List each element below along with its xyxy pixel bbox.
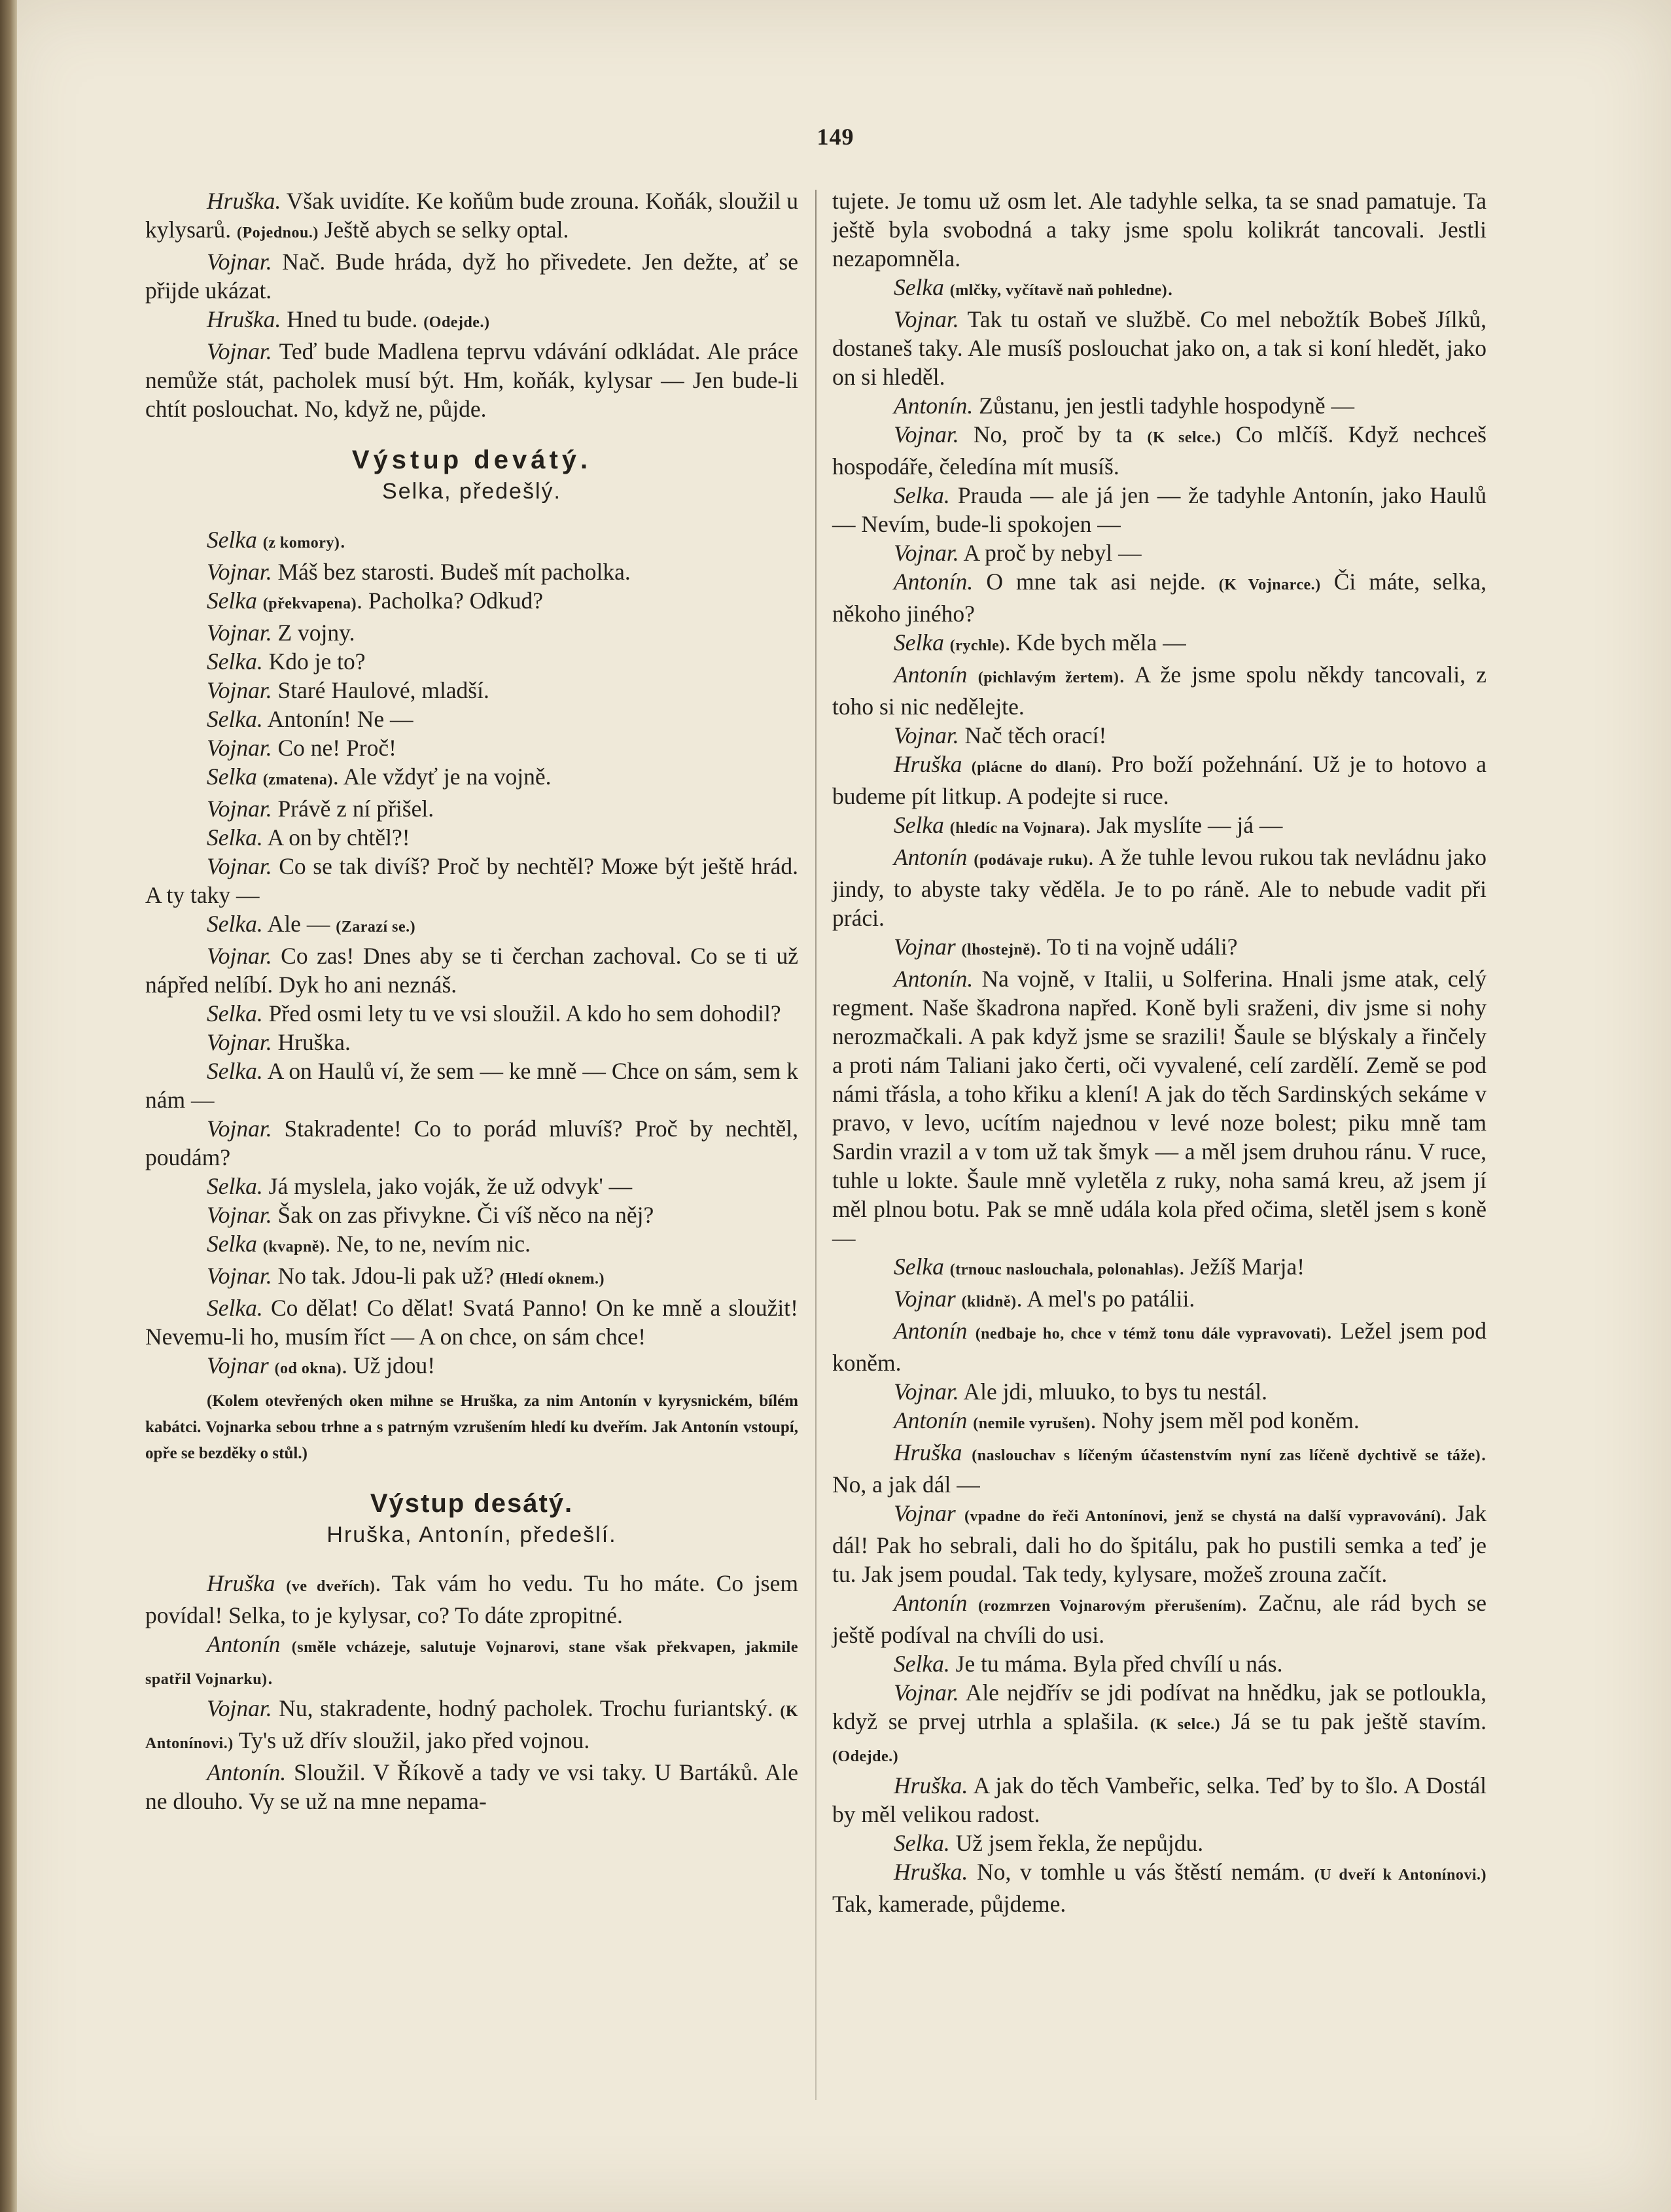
dialogue-line [832, 567, 1486, 628]
dialogue-line [832, 1829, 1486, 1857]
dialogue-text: Co zas! Dnes aby se ti čerchan zachoval. Co se ti už nápřed nelíbí. Dyk ho ani neznáš. [145, 943, 798, 998]
dialogue-line [832, 420, 1486, 481]
speaker-name: Hruška. [894, 1772, 968, 1799]
speaker-name: Selka. [894, 1651, 950, 1677]
dialogue-text: . [340, 527, 346, 553]
scene-cast-list: Hruška, Antonín, předešlí. [326, 1522, 617, 1547]
dialogue-text: Sloužil. V Říkově a tady ve vsi taky. U Bartáků. Ale ne dlouho. Vy se už na mne nepama- [145, 1759, 798, 1814]
speaker-name: Antonín. [894, 569, 974, 595]
dialogue-text: Co ne! Proč! [272, 735, 396, 761]
speaker-name: Vojnar. [207, 1029, 272, 1055]
dialogue-line [832, 750, 1486, 811]
dialogue-line [832, 628, 1486, 660]
dialogue-line [832, 391, 1486, 420]
speaker-name: Selka [894, 812, 944, 838]
speaker-name: Selka. [207, 706, 263, 732]
dialogue-line [145, 1201, 798, 1229]
dialogue-line [145, 762, 798, 794]
right-column [832, 186, 1486, 1918]
dialogue-line [832, 1771, 1486, 1829]
dialogue-text [269, 1352, 275, 1378]
speaker-name: Vojnar. [207, 249, 272, 275]
dialogue-text [956, 1286, 962, 1312]
dialogue-text: . Pro boží požehnání. Už je to hotovo a budeme pít litkup. A podejte si ruce. [832, 751, 1486, 809]
dialogue-line [832, 1284, 1486, 1316]
dialogue-text: Už jsem řekla, že nepůjdu. [949, 1830, 1204, 1856]
dialogue-line [145, 794, 798, 823]
dialogue-text: Teď bude Madlena teprvu vdávání odkládat. Ale práce nemůže stát, pacholek musí být. Hm, koňák, kylysar — Jen bude-li chtít poslouchat. No, když ne, půjde. [145, 338, 798, 422]
speaker-name: Antonín [894, 1590, 968, 1616]
stage-direction: (podávaje ruku) [974, 852, 1088, 869]
dialogue-text: Před osmi lety tu ve vsi sloužil. A kdo ho sem dohodil? [262, 1000, 781, 1027]
dialogue-line [832, 1406, 1486, 1438]
stage-direction: (vpadne do řeči Antonínovi, jenž se chystá na další vypravování) [964, 1508, 1441, 1525]
speaker-name: Antonín [207, 1631, 281, 1657]
dialogue-line [145, 1172, 798, 1201]
speaker-name: Selka [894, 629, 944, 656]
speaker-name: Vojnar. [207, 796, 272, 822]
speaker-name: Selka. [207, 648, 263, 675]
dialogue-text: Antonín! Ne — [262, 706, 413, 732]
stage-direction: (Pojednou.) [237, 224, 319, 241]
stage-direction: (plácne do dlaní) [971, 759, 1097, 776]
dialogue-text: Tak tu ostaň ve službě. Co mel nebožtík Bobeš Jílků, dostaneš taky. Ale musíš poslouchat jako on, a tak si koní hledět, jako on si hleděl. [832, 306, 1486, 390]
dialogue-line [832, 843, 1486, 932]
dialogue-text: Či máte, selka, někoho jiného? [832, 569, 1486, 627]
dialogue-text: . Ležel jsem pod koněm. [832, 1318, 1486, 1376]
speaker-name: Selka. [207, 1000, 263, 1027]
dialogue-text: . Ježíš Marja! [1178, 1254, 1305, 1280]
speaker-name: Antonín [894, 1407, 968, 1433]
dialogue-line [145, 676, 798, 705]
speaker-name: Vojnar [894, 1286, 956, 1312]
speaker-name: Vojnar. [207, 1202, 272, 1228]
dialogue-line [145, 852, 798, 909]
stage-direction: (kvapně) [262, 1238, 325, 1255]
dialogue-text: Hruška. [272, 1029, 351, 1055]
dialogue-text: Je tu máma. Byla před chvílí u nás. [949, 1651, 1283, 1677]
speaker-name: Vojnar. [894, 540, 959, 566]
speaker-name: Vojnar. [207, 1695, 272, 1721]
dialogue-text: A jak do těch Vambeřic, selka. Teď by to šlo. A Dostál by měl velikou radost. [832, 1772, 1486, 1827]
dialogue-line [145, 733, 798, 762]
dialogue-line [832, 1678, 1486, 1771]
dialogue-text [956, 1500, 964, 1526]
dialogue-line [145, 823, 798, 852]
speaker-name: Vojnar [207, 1352, 269, 1378]
dialogue-text: No, v tomhle u vás štěstí nemám. [968, 1859, 1314, 1885]
dialogue-text: Zůstanu, jen jestli tadyhle hospodyně — [973, 393, 1354, 419]
speaker-name: Vojnar. [894, 306, 959, 332]
stage-direction: (od okna) [274, 1360, 342, 1377]
stage-direction: (ve dveřích) [286, 1578, 376, 1595]
speaker-name: Vojnar. [207, 677, 272, 703]
scene-heading: Výstup desátý. [370, 1489, 574, 1518]
dialogue-line [145, 1758, 798, 1816]
dialogue-line [832, 811, 1486, 843]
dialogue-line [832, 538, 1486, 567]
dialogue-text: . A že tuhle levou rukou tak nevládnu jako jindy, to abyste taky věděla. Je to po ráně. Ale to nebude vadit při práci. [832, 844, 1486, 931]
dialogue-text: Ale jdi, mluuko, to bys tu nestál. [959, 1378, 1267, 1405]
speaker-name: Selka [207, 1231, 257, 1257]
speaker-name: Selka. [207, 824, 263, 851]
dialogue-text: A on Haulů ví, že sem — ke mně — Chce on sám, sem k nám — [145, 1058, 798, 1113]
dialogue-line [145, 705, 798, 733]
dialogue-text: Co mlčíš. Když nechceš hospodáře, čeledína mít musíš. [832, 421, 1486, 480]
dialogue-text: Z vojny. [272, 620, 355, 646]
speaker-name: Antonín. [894, 966, 974, 992]
speaker-name: Selka [207, 764, 257, 790]
dialogue-line [145, 186, 798, 247]
dialogue-text: Na vojně, v Italii, u Solferina. Hnali jsme atak, celý regment. Naše škadrona napřed. Koně byli sraženi, div jsme si nohy nerozmačkali. A pak když jsme se srazili! Šaule se blýskaly a řinčely a proti nám Taliani jako čerti, oči vyvalené, celí zardělí. Země se pod námi třásla, a toho křiku a klení! A jak do těch Sardinských sekáme v pravo, v levo, ucítím najednou v levé noze bolest; piku mně tam Sardin vrazil a v tom už tak šmyk — a měl jsem druhou ránu. V ruce, tuhle u lokte. Šaule mně vyletěla z ruky, noha samá kreu, až jsem jí měl plnou botu. Pak se mně udála kola před očima, sletěl jsem s koně — [832, 966, 1486, 1251]
speaker-name: Hruška. [207, 188, 281, 214]
dialogue-line [832, 305, 1486, 391]
dialogue-line [145, 909, 798, 941]
speaker-name: Antonín [894, 1318, 968, 1344]
dialogue-text: . Nohy jsem měl pod koněm. [1090, 1407, 1360, 1433]
dialogue-text: . A mel's po patálii. [1016, 1286, 1195, 1312]
dialogue-text: . Tak vám ho vedu. Tu ho máte. Co jsem povídal! Selka, to je kylysar, co? To dáte zpropitné. [145, 1570, 798, 1628]
speaker-name: Hruška [207, 1570, 275, 1596]
stage-direction: (klidně) [961, 1293, 1017, 1310]
dialogue-line [145, 647, 798, 676]
dialogue-line [832, 660, 1486, 721]
stage-direction: (hledíc na Vojnara) [949, 820, 1085, 837]
dialogue-text: . [267, 1663, 273, 1689]
dialogue-line [145, 1057, 798, 1114]
dialogue-line [145, 1229, 798, 1261]
dialogue-line [145, 1114, 798, 1172]
stage-direction: (trnouc naslouchala, polonahlas) [949, 1261, 1179, 1278]
speaker-name: Selka [894, 274, 944, 300]
stage-direction: (K Antonínovi.) [145, 1703, 798, 1752]
speaker-name: Hruška. [207, 306, 281, 332]
stage-direction: (Zarazí se.) [336, 919, 416, 936]
dialogue-text: No tak. Jdou-li pak už? [272, 1263, 500, 1289]
speaker-name: Selka. [894, 1830, 950, 1856]
dialogue-line [832, 1252, 1486, 1284]
dialogue-text: No, proč by ta [959, 421, 1148, 448]
dialogue-text [944, 274, 950, 300]
dialogue-text [257, 588, 263, 614]
stage-direction: (Hledí oknem.) [499, 1271, 605, 1288]
dialogue-text: Tak, kamerade, půjdeme. [832, 1891, 1066, 1917]
dialogue-line [832, 1857, 1486, 1918]
speaker-name: Vojnar. [207, 559, 272, 585]
dialogue-text: . Už jdou! [342, 1352, 436, 1378]
dialogue-text [944, 1254, 950, 1280]
dialogue-text [962, 751, 972, 777]
dialogue-line [832, 481, 1486, 538]
dialogue-text: Však uvidíte. Ke koňům bude zrouna. Koňák, sloužil u kylysarů. [145, 188, 798, 243]
dialogue-text: . Kde bych měla — [1004, 629, 1186, 656]
stage-direction: (K selce.) [1147, 429, 1222, 446]
dialogue-line [145, 1630, 798, 1694]
dialogue-text: Ale — [262, 911, 336, 937]
dialogue-line [145, 525, 798, 557]
dialogue-text: Ještě abych se selky optal. [318, 217, 569, 243]
dialogue-line [145, 247, 798, 305]
dialogue-text: . Jak myslíte — já — [1085, 812, 1283, 838]
speaker-name: Selka. [894, 482, 950, 508]
speaker-name: Vojnar. [894, 1679, 959, 1706]
stage-direction: (rozmrzen Vojnarovým přerušením) [978, 1598, 1242, 1615]
dialogue-text [967, 844, 974, 870]
dialogue-line [832, 1316, 1486, 1377]
dialogue-line [145, 337, 798, 423]
dialogue-text [257, 764, 263, 790]
stage-direction-block: (Kolem otevřených oken mihne se Hruška, za nim Antonín v kyrysnickém, bílém kabátci. Vojnarka sebou trhne a s patrným vzrušením hledí ku dveřím. Jak Antonín vstoupí, opře se bezděky o stůl.) [145, 1392, 798, 1462]
stage-direction: (nedbaje ho, chce v témž tonu dále vypravovati) [975, 1325, 1327, 1343]
stage-direction: (U dveří k Antonínovi.) [1314, 1867, 1486, 1884]
dialogue-text: Stakradente! Co to porád mluvíš? Proč by nechtěl, poudám? [145, 1115, 798, 1170]
dialogue-text: Ty's už dřív sloužil, jako před vojnou. [233, 1727, 590, 1753]
dialogue-continuation: tujete. Je tomu už osm let. Ale tadyhle selka, ta se snad pamatuje. Ta ještě byla svobodná a taky jsme spolu kolikrát tancovali. Jestli nezapomněla. [832, 188, 1486, 272]
dialogue-line [832, 964, 1486, 1252]
dialogue-line [145, 999, 798, 1028]
stage-direction: (z komory) [262, 535, 340, 552]
dialogue-text [967, 1318, 975, 1344]
dialogue-text: . To ti na vojně událi? [1036, 934, 1238, 960]
stage-direction: (rychle) [949, 637, 1005, 654]
left-column [145, 186, 798, 1816]
dialogue-text: Já myslela, jako voják, že už odvyk' — [262, 1173, 633, 1199]
dialogue-line [145, 941, 798, 999]
dialogue-text: Nač. Bude hráda, dyž ho přivedete. Jen dežte, ať se přijde ukázat. [145, 249, 798, 304]
scene-cast-list: Selka, předešlý. [382, 479, 561, 504]
dialogue-text: O mne tak asi nejde. [973, 569, 1219, 595]
speaker-name: Vojnar. [207, 853, 272, 879]
speaker-name: Antonín [894, 661, 968, 688]
speaker-name: Antonín. [894, 393, 974, 419]
dialogue-text [956, 934, 962, 960]
stage-direction: (mlčky, vyčítavě naň pohledne) [949, 282, 1168, 299]
dialogue-line [832, 273, 1486, 305]
dialogue-text: Právě z ní přišel. [272, 796, 434, 822]
dialogue-text: Nač těch orací! [959, 722, 1107, 748]
page-number: 149 [817, 124, 854, 150]
speaker-name: Selka [894, 1254, 944, 1280]
dialogue-line [145, 1351, 798, 1383]
stage-direction: (lhostejně) [961, 941, 1036, 958]
dialogue-text [280, 1631, 291, 1657]
dialogue-line [145, 1293, 798, 1351]
dialogue-line [832, 932, 1486, 964]
stage-direction: (zmatena) [262, 771, 333, 788]
speaker-name: Vojnar. [894, 1378, 959, 1405]
dialogue-line [832, 1377, 1486, 1406]
dialogue-line [832, 721, 1486, 750]
speaker-name: Vojnar. [207, 735, 272, 761]
dialogue-text [967, 1590, 978, 1616]
stage-direction: (Odejde.) [832, 1748, 899, 1765]
dialogue-text: Hned tu bude. [281, 306, 424, 332]
speaker-name: Vojnar [894, 1500, 956, 1526]
dialogue-text: . Začnu, ale rád bych se ještě podíval na chvíli do usi. [832, 1590, 1487, 1648]
stage-direction: (Odejde.) [423, 314, 490, 331]
speaker-name: Selka [207, 588, 257, 614]
dialogue-text: . Jak dál! Pak ho sebrali, dali ho do špitálu, pak ho pustili semka a teď je tu. Jak jsem poudal. Tak tedy, kylysare, možeš zrouna začít. [832, 1500, 1487, 1587]
stage-direction: (překvapena) [262, 595, 357, 612]
dialogue-line [145, 1028, 798, 1057]
speaker-name: Hruška. [894, 1859, 968, 1885]
dialogue-line [832, 1438, 1486, 1499]
column-divider [815, 190, 817, 2100]
dialogue-text: . Pacholka? Odkud? [357, 588, 544, 614]
stage-direction: (K selce.) [1150, 1716, 1221, 1733]
dialogue-line [832, 1589, 1486, 1649]
dialogue-text [962, 1439, 972, 1466]
dialogue-text [944, 629, 950, 656]
dialogue-text [967, 1407, 973, 1433]
dialogue-text: Šak on zas přivykne. Či víš něco na něj? [272, 1202, 654, 1228]
dialogue-text [967, 661, 977, 688]
dialogue-text: Co dělat! Co dělat! Svatá Panno! On ke mně a sloužit! Nevemu-li ho, musím říct — A on chce, on sám chce! [145, 1295, 798, 1350]
speaker-name: Vojnar. [894, 722, 959, 748]
speaker-name: Vojnar. [207, 943, 272, 969]
speaker-name: Vojnar. [894, 421, 959, 448]
dialogue-line [145, 1569, 798, 1630]
dialogue-line [145, 1694, 798, 1758]
dialogue-text: . Ale vždyť je na vojně. [332, 764, 552, 790]
speaker-name: Selka. [207, 1173, 263, 1199]
dialogue-line [145, 618, 798, 647]
speaker-name: Selka. [207, 911, 263, 937]
dialogue-text: A proč by nebyl — [959, 540, 1142, 566]
dialogue-text: . A že jsme spolu někdy tancovali, z toho si nic nedělejte. [832, 661, 1486, 720]
speaker-name: Selka [207, 527, 257, 553]
speaker-name: Hruška [894, 1439, 962, 1466]
dialogue-text: Prauda — ale já jen — že tadyhle Antonín, jako Haulů — Nevím, bude-li spokojen — [832, 482, 1486, 537]
dialogue-line [832, 1649, 1486, 1678]
dialogue-line [145, 1261, 798, 1293]
stage-direction: (směle vcházeje, salutuje Vojnarovi, stane však překvapen, jakmile spatřil Vojnarku) [145, 1639, 798, 1688]
scene-heading: Výstup devátý. [351, 446, 592, 474]
dialogue-text: . Ne, to ne, nevím nic. [325, 1231, 531, 1257]
dialogue-line [145, 586, 798, 618]
dialogue-text: Staré Haulové, mladší. [272, 677, 489, 703]
dialogue-text: Co se tak divíš? Proč by nechtěl? Може být ještě hrád. A ty taky — [145, 853, 798, 908]
stage-direction: (nemile vyrušen) [973, 1415, 1091, 1432]
speaker-name: Vojnar. [207, 1115, 272, 1142]
dialogue-text: Já se tu pak ještě stavím. [1220, 1708, 1486, 1734]
stage-direction: (K Vojnarce.) [1218, 576, 1321, 593]
dialogue-text [275, 1570, 287, 1596]
speaker-name: Vojnar. [207, 1263, 272, 1289]
speaker-name: Vojnar. [207, 620, 272, 646]
speaker-name: Vojnar [894, 934, 956, 960]
page-binding-edge [0, 0, 17, 2212]
dialogue-line [832, 1499, 1486, 1589]
speaker-name: Selka. [207, 1058, 263, 1084]
dialogue-text [944, 812, 950, 838]
speaker-name: Vojnar. [207, 338, 272, 364]
dialogue-text: Máš bez starosti. Budeš mít pacholka. [272, 559, 631, 585]
speaker-name: Hruška [894, 751, 962, 777]
dialogue-text: . No, a jak dál — [832, 1439, 1486, 1498]
speaker-name: Antonín [894, 844, 968, 870]
stage-direction: (naslouchav s líčeným účastenstvím nyní zas líčeně dychtivě se táže) [972, 1447, 1481, 1464]
dialogue-text [257, 527, 263, 553]
dialogue-line [145, 305, 798, 337]
dialogue-text: Nu, stakradente, hodný pacholek. Trochu furiantský. [272, 1695, 781, 1721]
dialogue-line [145, 557, 798, 586]
dialogue-text: Kdo je to? [262, 648, 366, 675]
dialogue-text [257, 1231, 263, 1257]
stage-direction: (pichlavým žertem) [977, 669, 1119, 686]
dialogue-text: Ale nejdřív se jdi podívat na hnědku, jak se potloukla, když se prvej utrhla a splašila. [832, 1679, 1486, 1734]
dialogue-text: A on by chtěl?! [262, 824, 410, 851]
speaker-name: Selka. [207, 1295, 263, 1321]
dialogue-text: . [1167, 274, 1173, 300]
speaker-name: Antonín. [207, 1759, 287, 1785]
